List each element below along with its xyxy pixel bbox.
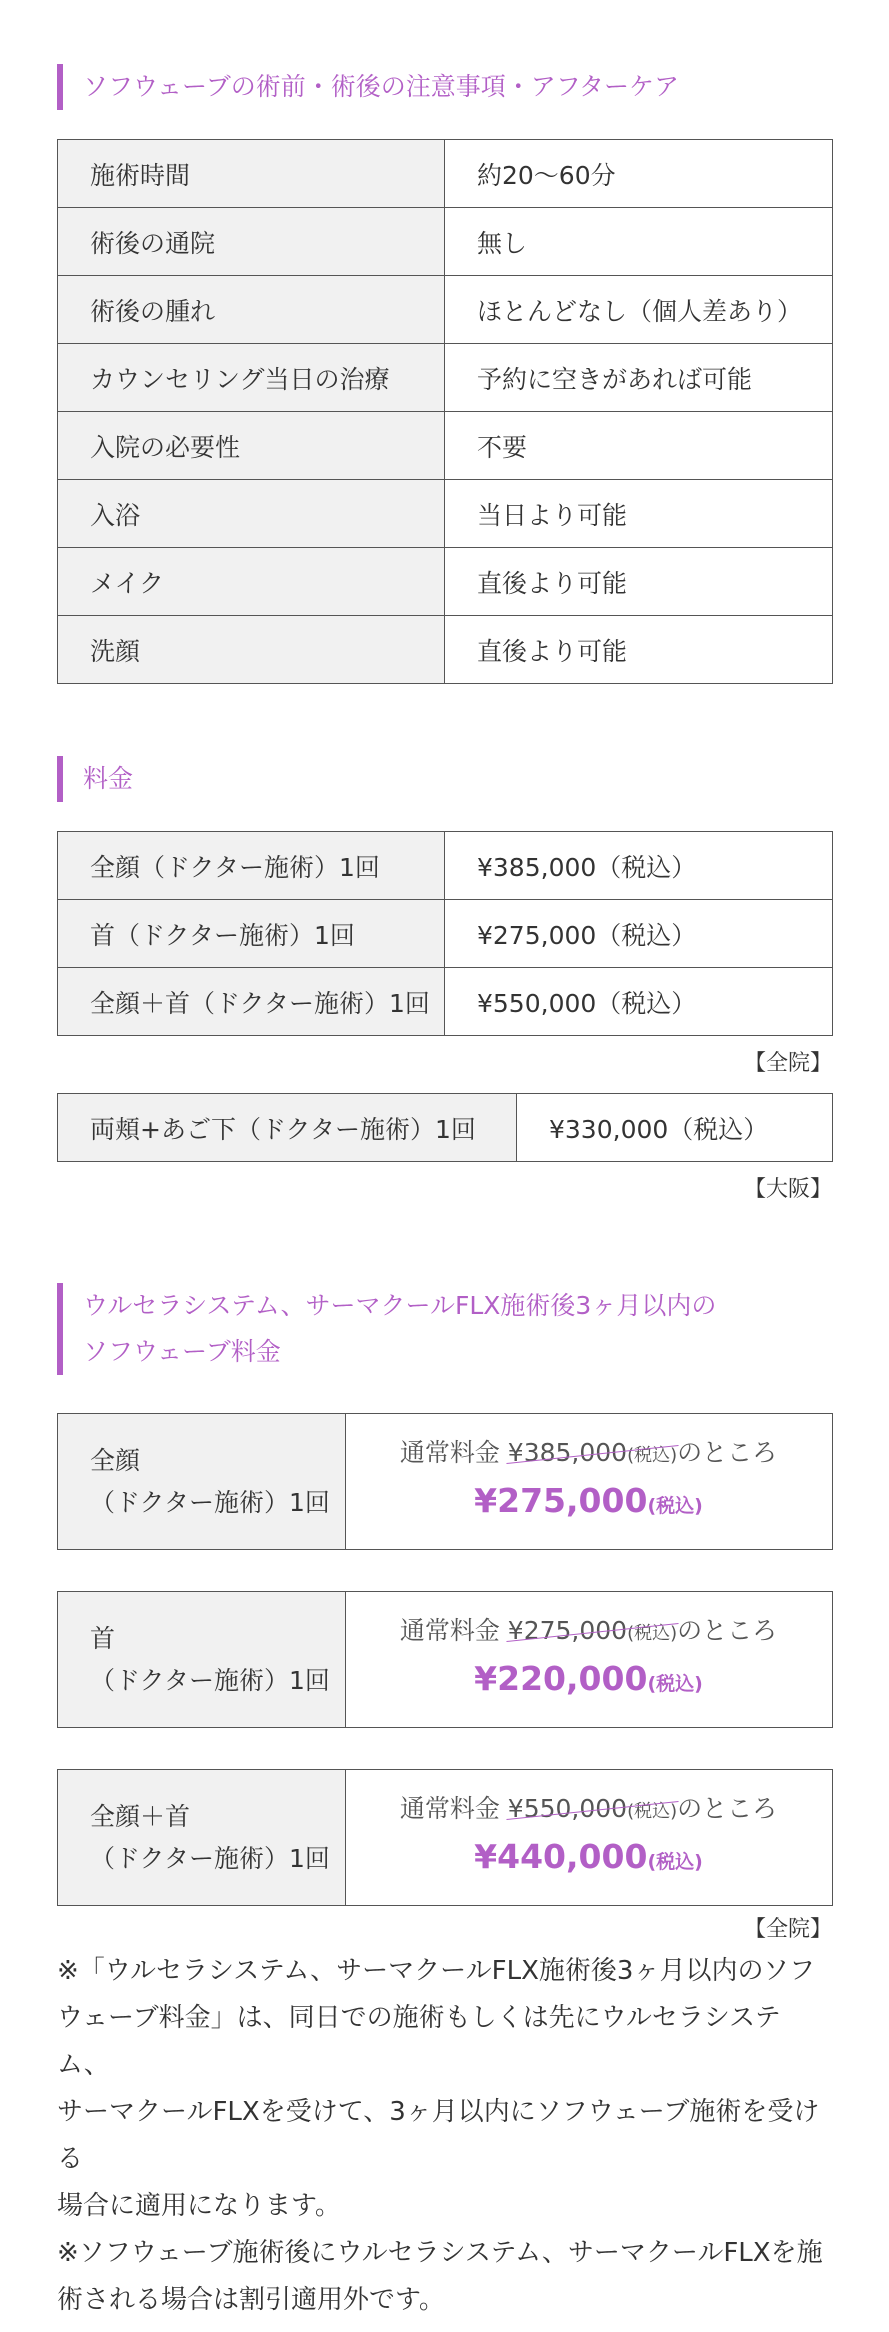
discount-price [346,1832,831,1887]
footnote-line: ※「ウルセラシステム、サーマクールFLX施術後3ヶ月以内のソフ [57,1956,815,1986]
discount-price [346,1476,831,1531]
regular-price-struck [508,1611,677,1654]
row-value: 当日より可能 [445,480,833,548]
row-value: 約20〜60分 [445,140,833,208]
item-label-line1: 首 [90,1623,116,1653]
regular-price-value: ¥385,000 [507,1437,628,1467]
item-price [346,1770,833,1906]
item-label-line2: （ドクター施術）1回 [90,1843,330,1873]
table-row [58,1414,833,1550]
row-label: 全顔＋首（ドクター施術）1回 [58,968,445,1036]
discount-table-face-neck [57,1769,833,1906]
discount-price-value: ¥220,000 [474,1658,648,1698]
discount-price-value: ¥275,000 [474,1480,648,1520]
regular-price-prefix: 通常料金 [399,1793,500,1823]
table-row [58,616,833,684]
item-price [346,1592,833,1728]
item-label-line2: （ドクター施術）1回 [90,1665,330,1695]
row-label: 首（ドクター施術）1回 [58,900,445,968]
discount-price-tax: (税込) [647,1494,703,1517]
table-row [58,1592,833,1728]
regular-price-struck [508,1789,677,1832]
row-label: 全顔（ドクター施術）1回 [58,832,445,900]
osaka-price-table [57,1093,833,1162]
table-row [58,208,833,276]
row-value: 直後より可能 [445,616,833,684]
regular-price-tax: (税込) [627,1800,678,1822]
footnote-line: 術される場合は割引適用外です。 [57,2285,445,2315]
table-row [58,832,833,900]
row-value: 予約に空きがあれば可能 [445,344,833,412]
footnote-line: ウェーブ料金」は、同日での施術もしくは先にウルセラシステム、 [57,2003,781,2080]
aftercare-heading: ソフウェーブの術前・術後の注意事項・アフターケア [57,64,832,110]
all-clinics-tag: 【全院】 [743,1051,832,1076]
item-label-line2: （ドクター施術）1回 [90,1487,330,1517]
table-row [58,548,833,616]
row-value: 無し [445,208,833,276]
regular-price-prefix: 通常料金 [399,1437,500,1467]
discount-price-tax: (税込) [647,1672,703,1695]
discount-heading-line2: ソフウェーブ料金 [83,1337,281,1366]
row-label: 術後の通院 [58,208,445,276]
item-label [58,1592,346,1728]
regular-price [346,1789,831,1832]
row-value: ¥550,000（税込） [445,968,833,1036]
row-label: カウンセリング当日の治療 [58,344,445,412]
row-label: 入院の必要性 [58,412,445,480]
row-label: 洗顔 [58,616,445,684]
table-row [58,1094,833,1162]
row-label: メイク [58,548,445,616]
table-row [58,276,833,344]
table-row [58,140,833,208]
row-label: 入浴 [58,480,445,548]
table-row [58,412,833,480]
row-value: ¥275,000（税込） [445,900,833,968]
item-label-line1: 全顔＋首 [90,1801,191,1831]
footnotes [57,1948,832,2324]
regular-price-struck [508,1433,677,1476]
regular-price-suffix: のところ [677,1437,778,1467]
regular-price-suffix: のところ [677,1793,778,1823]
regular-price [346,1611,831,1654]
regular-price-suffix: のところ [677,1615,778,1645]
footnote-line: 場合に適用になります。 [57,2191,341,2221]
footnote-line: サーマクールFLXを受けて、3ヶ月以内にソフウェーブ施術を受ける [57,2097,820,2174]
footnote-line: ※ソフウェーブ施術後にウルセラシステム、サーマクールFLXを施 [57,2238,823,2268]
row-value: ¥385,000（税込） [445,832,833,900]
discount-price-tax: (税込) [647,1850,703,1873]
aftercare-table [57,139,833,684]
regular-price-tax: (税込) [627,1444,678,1466]
regular-price-value: ¥550,000 [507,1793,628,1823]
discount-price [346,1654,831,1709]
row-value: ほとんどなし（個人差あり） [445,276,833,344]
regular-price-prefix: 通常料金 [399,1615,500,1645]
row-value: 不要 [445,412,833,480]
discount-heading-line1: ウルセラシステム、サーマクールFLX施術後3ヶ月以内の [83,1291,717,1320]
price-table [57,831,833,1036]
row-value: ¥330,000（税込） [517,1094,833,1162]
row-label: 術後の腫れ [58,276,445,344]
table-row [58,480,833,548]
price-heading: 料金 [57,756,832,802]
discount-heading [57,1283,832,1375]
item-label [58,1770,346,1906]
row-label: 施術時間 [58,140,445,208]
table-row [58,1770,833,1906]
regular-price-tax: (税込) [627,1622,678,1644]
all-clinics-tag: 【全院】 [743,1917,832,1942]
item-label-line1: 全顔 [90,1445,141,1475]
discount-table-neck [57,1591,833,1728]
regular-price [346,1433,831,1476]
table-row [58,344,833,412]
table-row [58,900,833,968]
table-row [58,968,833,1036]
item-label [58,1414,346,1550]
osaka-tag: 【大阪】 [743,1177,832,1202]
discount-price-value: ¥440,000 [474,1836,648,1876]
row-label: 両頬+あご下（ドクター施術）1回 [58,1094,517,1162]
regular-price-value: ¥275,000 [507,1615,628,1645]
item-price [346,1414,833,1550]
row-value: 直後より可能 [445,548,833,616]
discount-table-face [57,1413,833,1550]
